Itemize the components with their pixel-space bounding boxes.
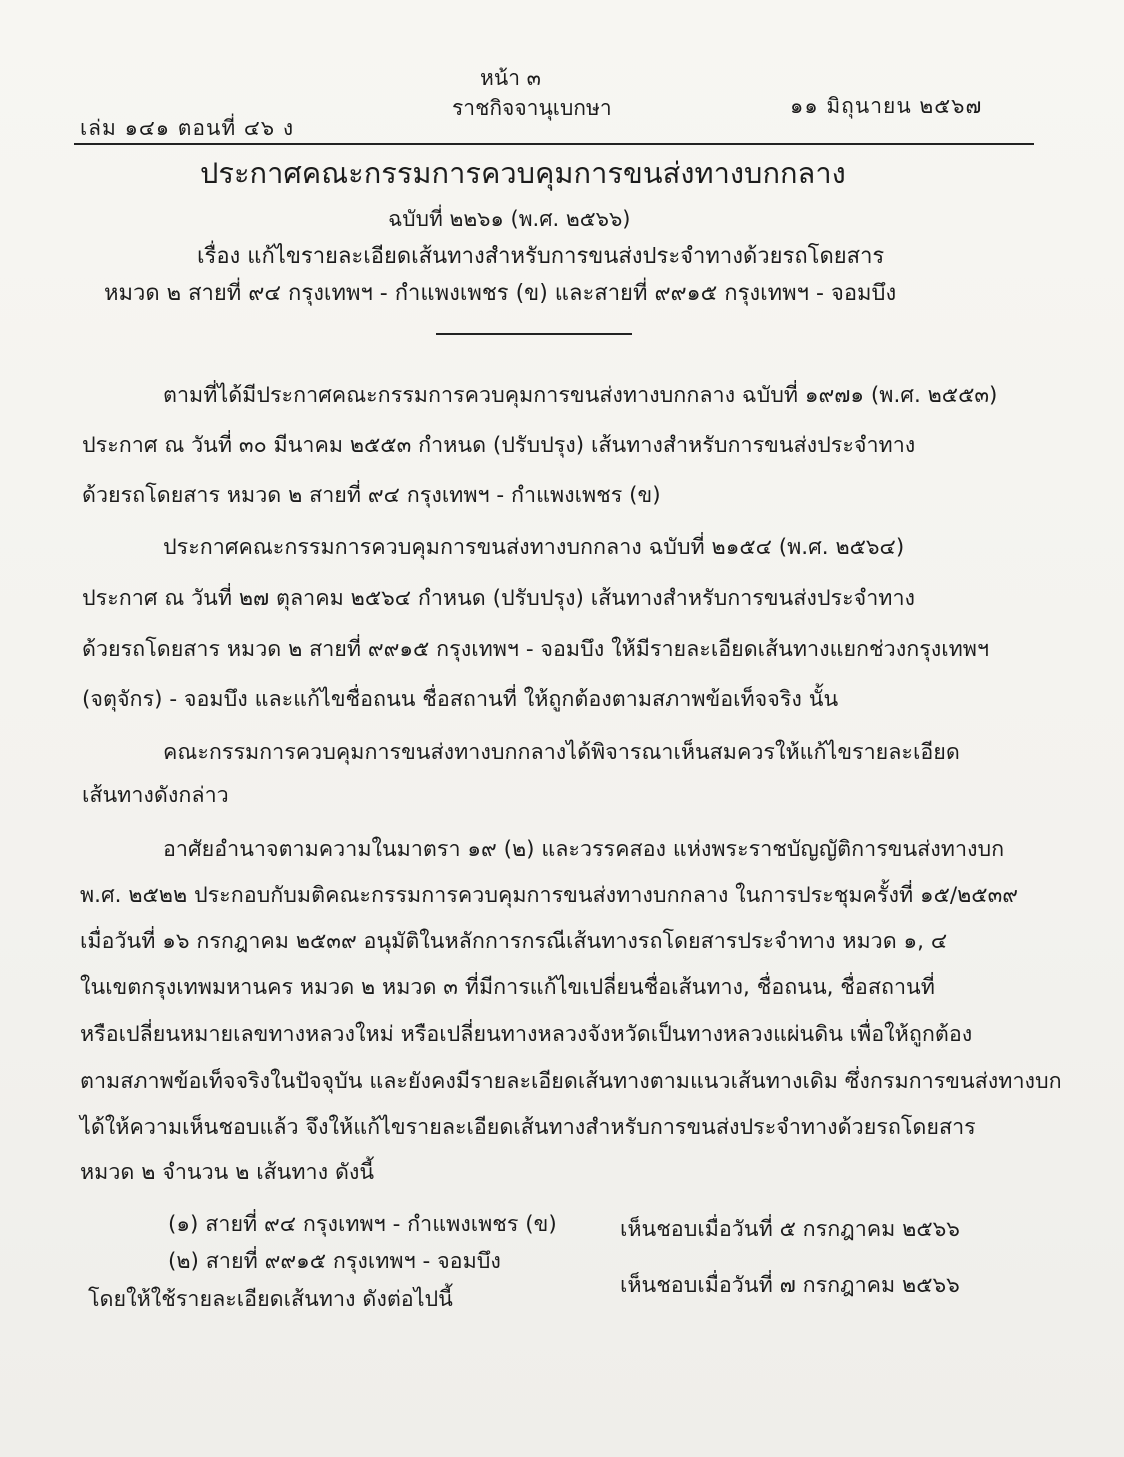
paragraph-4-line: หรือเปลี่ยนหมายเลขทางหลวงใหม่ หรือเปลี่ยนทางหลวงจังหวัดเป็นทางหลวงแผ่นดิน เพื่อให้ถูกต้อง bbox=[80, 1022, 973, 1047]
publication-date: ๑๑ มิถุนายน ๒๕๖๗ bbox=[790, 94, 983, 118]
paragraph-3-line: คณะกรรมการควบคุมการขนส่งทางบกกลางได้พิจารณาเห็นสมควรให้แก้ไขรายละเอียด bbox=[163, 740, 960, 765]
gazette-name: ราชกิจจานุเบกษา bbox=[452, 96, 612, 120]
header-rule bbox=[74, 143, 1034, 145]
announcement-number: ฉบับที่ ๒๒๖๑ (พ.ศ. ๒๕๖๖) bbox=[388, 207, 631, 231]
title-divider bbox=[436, 333, 632, 335]
paragraph-4-line: พ.ศ. ๒๕๒๒ ประกอบกับมติคณะกรรมการควบคุมการขนส่งทางบกกลาง ในการประชุมครั้งที่ ๑๕/๒๕๓๙ bbox=[80, 883, 1019, 908]
paragraph-1-line: ด้วยรถโดยสาร หมวด ๒ สายที่ ๙๔ กรุงเทพฯ - กำแพงเพชร (ข) bbox=[82, 483, 661, 508]
paragraph-1-line: ประกาศ ณ วันที่ ๓๐ มีนาคม ๒๕๕๓ กำหนด (ปรับปรุง) เส้นทางสำหรับการขนส่งประจำทาง bbox=[82, 433, 916, 458]
subject-line-1: เรื่อง แก้ไขรายละเอียดเส้นทางสำหรับการขนส่งประจำทางด้วยรถโดยสาร bbox=[197, 244, 885, 269]
subject-line-2: หมวด ๒ สายที่ ๙๔ กรุงเทพฯ - กำแพงเพชร (ข) และสายที่ ๙๙๑๕ กรุงเทพฯ - จอมบึง bbox=[104, 281, 897, 306]
page-number: หน้า ๓ bbox=[480, 66, 542, 90]
paragraph-4-line: ในเขตกรุงเทพมหานคร หมวด ๒ หมวด ๓ ที่มีการแก้ไขเปลี่ยนชื่อเส้นทาง, ชื่อถนน, ชื่อสถานที่ bbox=[80, 975, 935, 1000]
announcement-title: ประกาศคณะกรรมการควบคุมการขนส่งทางบกกลาง bbox=[200, 156, 846, 190]
paragraph-1-line: ตามที่ได้มีประกาศคณะกรรมการควบคุมการขนส่งทางบกกลาง ฉบับที่ ๑๙๗๑ (พ.ศ. ๒๕๕๓) bbox=[163, 383, 998, 408]
paragraph-2-line: (จตุจักร) - จอมบึง และแก้ไขชื่อถนน ชื่อสถานที่ ให้ถูกต้องตามสภาพข้อเท็จจริง นั้น bbox=[82, 687, 839, 712]
route-item-1: (๑) สายที่ ๙๔ กรุงเทพฯ - กำแพงเพชร (ข) bbox=[168, 1212, 557, 1237]
route-approval-1: เห็นชอบเมื่อวันที่ ๕ กรกฎาคม ๒๕๖๖ bbox=[620, 1217, 960, 1242]
paragraph-4-line: เมื่อวันที่ ๑๖ กรกฎาคม ๒๕๓๙ อนุมัติในหลักการกรณีเส้นทางรถโดยสารประจำทาง หมวด ๑, ๔ bbox=[80, 929, 948, 954]
route-item-2: (๒) สายที่ ๙๙๑๕ กรุงเทพฯ - จอมบึง bbox=[168, 1249, 501, 1274]
closing-line: โดยให้ใช้รายละเอียดเส้นทาง ดังต่อไปนี้ bbox=[88, 1287, 453, 1312]
paragraph-2-line: ประกาศ ณ วันที่ ๒๗ ตุลาคม ๒๕๖๔ กำหนด (ปรับปรุง) เส้นทางสำหรับการขนส่งประจำทาง bbox=[82, 586, 916, 611]
paragraph-4-line: ตามสภาพข้อเท็จจริงในปัจจุบัน และยังคงมีรายละเอียดเส้นทางตามแนวเส้นทางเดิม ซึ่งกรมการขนส่งทางบก bbox=[80, 1069, 1062, 1094]
route-approval-2: เห็นชอบเมื่อวันที่ ๗ กรกฎาคม ๒๕๖๖ bbox=[620, 1273, 960, 1298]
volume-info: เล่ม ๑๔๑ ตอนที่ ๔๖ ง bbox=[80, 116, 295, 140]
paragraph-4-line: หมวด ๒ จำนวน ๒ เส้นทาง ดังนี้ bbox=[80, 1160, 375, 1185]
paragraph-4-line: ได้ให้ความเห็นชอบแล้ว จึงให้แก้ไขรายละเอียดเส้นทางสำหรับการขนส่งประจำทางด้วยรถโดยสาร bbox=[80, 1115, 976, 1140]
paragraph-2-line: ด้วยรถโดยสาร หมวด ๒ สายที่ ๙๙๑๕ กรุงเทพฯ - จอมบึง ให้มีรายละเอียดเส้นทางแยกช่วงกรุงเทพฯ bbox=[82, 637, 990, 662]
paragraph-3-line: เส้นทางดังกล่าว bbox=[82, 783, 229, 808]
paragraph-4-line: อาศัยอำนาจตามความในมาตรา ๑๙ (๒) และวรรคสอง แห่งพระราชบัญญัติการขนส่งทางบก bbox=[163, 837, 1005, 862]
paragraph-2-line: ประกาศคณะกรรมการควบคุมการขนส่งทางบกกลาง ฉบับที่ ๒๑๕๔ (พ.ศ. ๒๕๖๔) bbox=[163, 535, 905, 560]
